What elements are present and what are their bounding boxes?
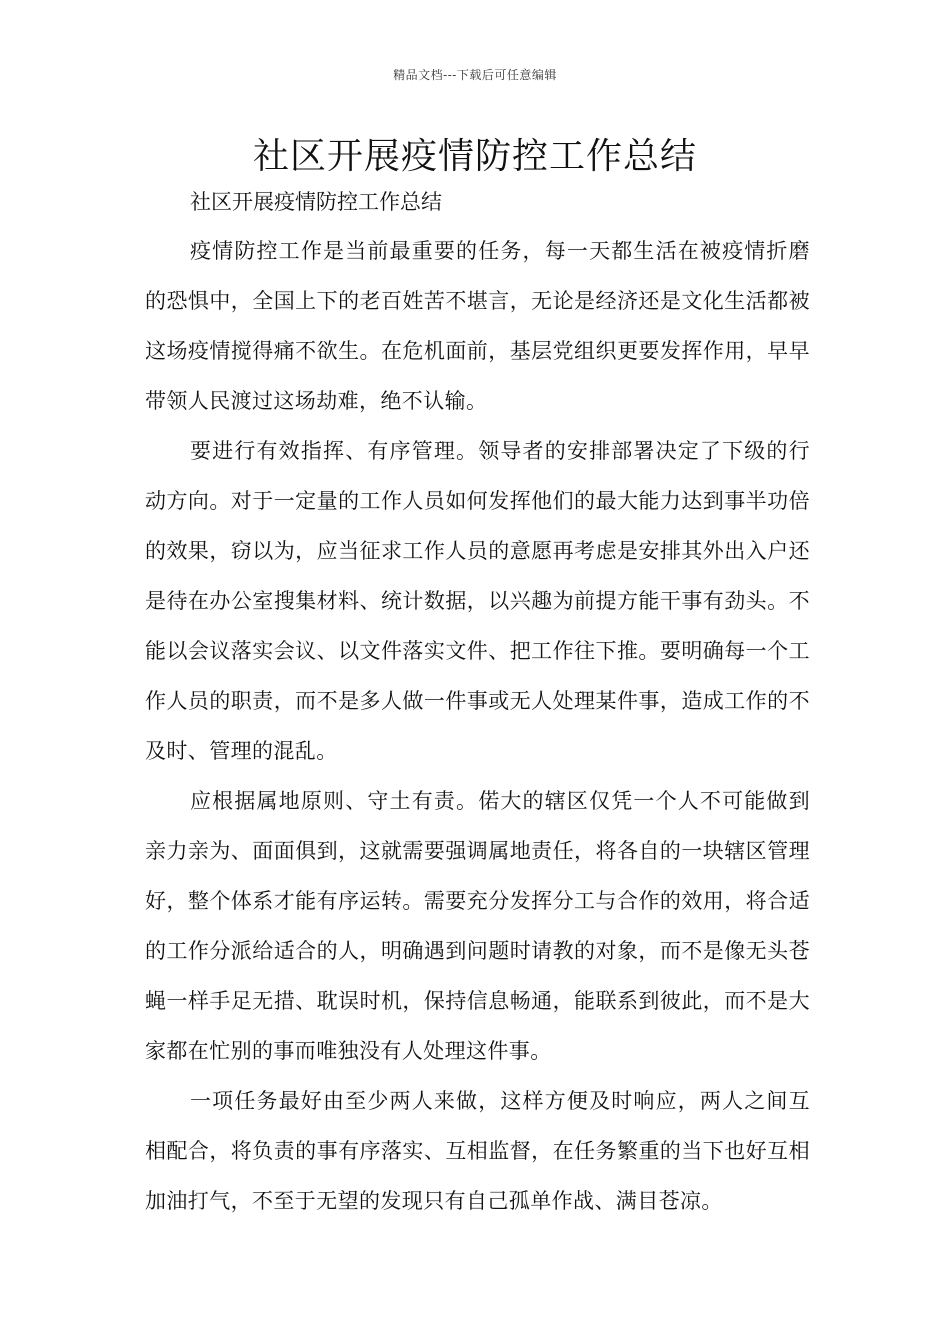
body-text [145,226,810,1226]
page-title: 社区开展疫情防控工作总结 [252,136,697,177]
paragraph: 应根据属地原则、守土有责。偌大的辖区仅凭一个人不可能做到亲力亲为、面面俱到，这就需要强调属地责任，将各自的一块辖区管理好，整个体系才能有序运转。需要充分发挥分工与合作的效用，将合适的工作分派给适合的人，明确遇到问题时请教的对象，而不是像无头苍蝇一样手足无措、耽误时机，保持信息畅通，能联系到彼此，而不是大家都在忙别的事而唯独没有人处理这件事。 [145,789,810,1063]
subtitle: 社区开展疫情防控工作总结 [190,190,442,214]
paragraph: 要进行有效指挥、有序管理。领导者的安排部署决定了下级的行动方向。对于一定量的工作人员如何发挥他们的最大能力达到事半功倍的效果，窃以为，应当征求工作人员的意愿再考虑是安排其外出入户还是待在办公室搜集材料、统计数据，以兴趣为前提方能干事有劲头。不能以会议落实会议、以文件落实文件、把工作往下推。要明确每一个工作人员的职责，而不是多人做一件事或无人处理某件事，造成工作的不及时、管理的混乱。 [145,439,810,763]
paragraph: 一项任务最好由至少两人来做，这样方便及时响应，两人之间互相配合，将负责的事有序落实、互相监督，在任务繁重的当下也好互相加油打气，不至于无望的发现只有自己孤单作战、满目苍凉。 [145,1089,810,1213]
header-note: 精品文档---下载后可任意编辑 [393,68,557,82]
paragraph: 疫情防控工作是当前最重要的任务，每一天都生活在被疫情折磨的恐惧中，全国上下的老百姓苦不堪言，无论是经济还是文化生活都被这场疫情搅得痛不欲生。在危机面前，基层党组织更要发挥作用，早早带领人民渡过这场劫难，绝不认输。 [145,239,810,413]
